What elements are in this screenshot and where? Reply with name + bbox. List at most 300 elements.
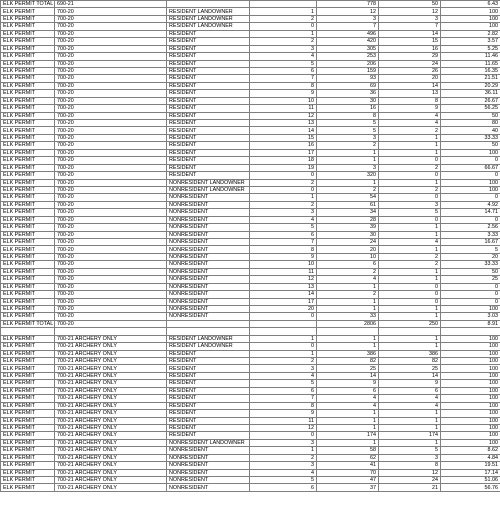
license-cell: ELK PERMIT TOTAL [1, 320, 55, 327]
hunt-code-cell: 700-20 [55, 298, 167, 305]
applicants-cell: 61 [317, 201, 379, 208]
applicants-cell: 1 [317, 179, 379, 186]
successful-cell: 21 [379, 484, 441, 491]
points-cell: 15 [250, 134, 317, 141]
table-row [1, 305, 500, 312]
successful-cell: 1 [379, 179, 441, 186]
successful-cell: 386 [379, 350, 441, 357]
successful-cell: 0 [379, 298, 441, 305]
points-cell: 6 [250, 387, 317, 394]
residency-cell: RESIDENT [167, 410, 250, 417]
residency-cell: NONRESIDENT [167, 239, 250, 246]
license-cell: ELK PERMIT [1, 30, 55, 37]
residency-cell: NONRESIDENT [167, 231, 250, 238]
license-cell: ELK PERMIT [1, 231, 55, 238]
applicants-cell: 41 [317, 462, 379, 469]
residency-cell: RESIDENT [167, 82, 250, 89]
applicants-cell: 1 [317, 439, 379, 446]
points-cell: 4 [250, 216, 317, 223]
applicants-cell: 30 [317, 231, 379, 238]
residency-cell: RESIDENT [167, 127, 250, 134]
applicants-cell: 34 [317, 209, 379, 216]
license-cell: ELK PERMIT [1, 60, 55, 67]
successful-cell: 24 [379, 477, 441, 484]
percent-cell: 20.29 [441, 82, 500, 89]
successful-cell: 1 [379, 142, 441, 149]
applicants-cell: 93 [317, 75, 379, 82]
successful-cell: 20 [379, 75, 441, 82]
percent-cell: 0 [441, 194, 500, 201]
points-cell: 12 [250, 276, 317, 283]
applicants-cell: 47 [317, 477, 379, 484]
hunt-code-cell [55, 328, 167, 335]
percent-cell: 100 [441, 402, 500, 409]
table-row [1, 454, 500, 461]
points-cell: 3 [250, 45, 317, 52]
applicants-cell: 2 [317, 186, 379, 193]
license-cell: ELK PERMIT [1, 358, 55, 365]
table-row [1, 8, 500, 15]
points-cell: 4 [250, 469, 317, 476]
residency-cell: NONRESIDENT LANDOWNER [167, 186, 250, 193]
applicants-cell: 2 [317, 142, 379, 149]
table-row [1, 142, 500, 149]
residency-cell: RESIDENT LANDOWNER [167, 335, 250, 342]
hunt-code-cell: 700-20 [55, 8, 167, 15]
table-row [1, 201, 500, 208]
applicants-cell: 24 [317, 239, 379, 246]
applicants-cell: 6 [317, 261, 379, 268]
successful-cell [379, 328, 441, 335]
percent-cell: 5 [441, 246, 500, 253]
table-row [1, 231, 500, 238]
hunt-code-cell: 700-20 [55, 90, 167, 97]
hunt-code-cell: 700-21 ARCHERY ONLY [55, 432, 167, 439]
hunt-code-cell: 700-21 ARCHERY ONLY [55, 410, 167, 417]
points-cell: 3 [250, 439, 317, 446]
successful-cell: 4 [379, 239, 441, 246]
applicants-cell: 4 [317, 395, 379, 402]
license-cell: ELK PERMIT [1, 298, 55, 305]
points-cell: 1 [250, 30, 317, 37]
hunt-code-cell: 700-20 [55, 320, 167, 327]
residency-cell: NONRESIDENT [167, 291, 250, 298]
points-cell: 11 [250, 268, 317, 275]
license-cell: ELK PERMIT [1, 53, 55, 60]
applicants-cell: 420 [317, 38, 379, 45]
points-cell: 0 [250, 313, 317, 320]
percent-cell: 50 [441, 142, 500, 149]
table-row [1, 387, 500, 394]
applicants-cell: 3 [317, 134, 379, 141]
residency-cell: NONRESIDENT LANDOWNER [167, 179, 250, 186]
applicants-cell: 16 [317, 105, 379, 112]
license-cell: ELK PERMIT [1, 164, 55, 171]
table-row [1, 164, 500, 171]
applicants-cell: 30 [317, 97, 379, 104]
license-cell: ELK PERMIT [1, 313, 55, 320]
hunt-code-cell: 700-20 [55, 23, 167, 30]
residency-cell: RESIDENT [167, 164, 250, 171]
hunt-code-cell: 700-20 [55, 149, 167, 156]
residency-cell: RESIDENT [167, 350, 250, 357]
license-cell: ELK PERMIT [1, 149, 55, 156]
hunt-code-cell: 700-21 ARCHERY ONLY [55, 387, 167, 394]
successful-cell: 3 [379, 201, 441, 208]
applicants-cell: 1 [317, 417, 379, 424]
percent-cell: 100 [441, 358, 500, 365]
successful-cell: 1 [379, 424, 441, 431]
points-cell: 19 [250, 164, 317, 171]
residency-cell: RESIDENT [167, 38, 250, 45]
points-cell: 18 [250, 157, 317, 164]
residency-cell: RESIDENT [167, 112, 250, 119]
residency-cell [167, 1, 250, 8]
license-cell: ELK PERMIT [1, 395, 55, 402]
points-cell [250, 320, 317, 327]
residency-cell: RESIDENT [167, 134, 250, 141]
residency-cell: NONRESIDENT [167, 261, 250, 268]
applicants-cell: 70 [317, 469, 379, 476]
table-row [1, 395, 500, 402]
table-row [1, 45, 500, 52]
points-cell: 2 [250, 454, 317, 461]
residency-cell: NONRESIDENT [167, 283, 250, 290]
points-cell: 17 [250, 298, 317, 305]
table-row [1, 134, 500, 141]
total-row [1, 320, 500, 327]
hunt-code-cell: 700-20 [55, 194, 167, 201]
license-cell: ELK PERMIT [1, 343, 55, 350]
table-row [1, 209, 500, 216]
percent-cell: 14.71 [441, 209, 500, 216]
license-cell: ELK PERMIT [1, 253, 55, 260]
points-cell: 7 [250, 395, 317, 402]
license-cell: ELK PERMIT [1, 216, 55, 223]
table-row [1, 60, 500, 67]
points-cell: 8 [250, 402, 317, 409]
applicants-cell: 58 [317, 447, 379, 454]
points-cell: 9 [250, 253, 317, 260]
percent-cell: 5.25 [441, 45, 500, 52]
percent-cell: 6.43 [441, 1, 500, 8]
hunt-code-cell: 700-20 [55, 67, 167, 74]
points-cell: 2 [250, 358, 317, 365]
points-cell: 10 [250, 261, 317, 268]
points-cell [250, 1, 317, 8]
license-cell: ELK PERMIT TOTAL [1, 1, 55, 8]
table-row [1, 469, 500, 476]
residency-cell: RESIDENT [167, 402, 250, 409]
applicants-cell: 1 [317, 410, 379, 417]
percent-cell: 100 [441, 179, 500, 186]
percent-cell [441, 328, 500, 335]
points-cell: 9 [250, 410, 317, 417]
table-row [1, 82, 500, 89]
points-cell: 16 [250, 142, 317, 149]
successful-cell: 12 [379, 8, 441, 15]
hunt-code-cell: 700-20 [55, 186, 167, 193]
table-row [1, 484, 500, 491]
percent-cell: 56.25 [441, 105, 500, 112]
percent-cell: 100 [441, 372, 500, 379]
hunt-code-cell: 700-20 [55, 313, 167, 320]
points-cell: 5 [250, 60, 317, 67]
points-cell: 1 [250, 335, 317, 342]
license-cell: ELK PERMIT [1, 276, 55, 283]
percent-cell: 33.33 [441, 261, 500, 268]
hunt-code-cell: 700-21 ARCHERY ONLY [55, 335, 167, 342]
table-row [1, 424, 500, 431]
table-row [1, 447, 500, 454]
license-cell: ELK PERMIT [1, 283, 55, 290]
hunt-code-cell: 700-20 [55, 216, 167, 223]
hunt-code-cell: 700-21 ARCHERY ONLY [55, 358, 167, 365]
points-cell: 0 [250, 186, 317, 193]
points-cell: 5 [250, 224, 317, 231]
residency-cell: NONRESIDENT [167, 253, 250, 260]
hunt-code-cell: 700-20 [55, 97, 167, 104]
residency-cell: RESIDENT [167, 380, 250, 387]
successful-cell: 25 [379, 365, 441, 372]
hunt-code-cell: 700-20 [55, 239, 167, 246]
percent-cell: 100 [441, 15, 500, 22]
residency-cell: NONRESIDENT [167, 447, 250, 454]
percent-cell: 100 [441, 350, 500, 357]
table-row [1, 112, 500, 119]
applicants-cell: 320 [317, 172, 379, 179]
successful-cell: 1 [379, 149, 441, 156]
points-cell: 6 [250, 484, 317, 491]
points-cell: 2 [250, 15, 317, 22]
successful-cell: 4 [379, 395, 441, 402]
table-row [1, 157, 500, 164]
percent-cell: 11.46 [441, 53, 500, 60]
percent-cell: 0 [441, 216, 500, 223]
points-cell: 12 [250, 424, 317, 431]
successful-cell: 0 [379, 172, 441, 179]
hunt-code-cell: 700-20 [55, 179, 167, 186]
hunt-code-cell: 700-20 [55, 268, 167, 275]
percent-cell: 100 [441, 439, 500, 446]
table-row [1, 350, 500, 357]
points-cell: 17 [250, 149, 317, 156]
residency-cell: RESIDENT [167, 358, 250, 365]
residency-cell: RESIDENT LANDOWNER [167, 23, 250, 30]
hunt-code-cell: 700-21 ARCHERY ONLY [55, 380, 167, 387]
percent-cell: 16.35 [441, 67, 500, 74]
points-cell: 14 [250, 127, 317, 134]
percent-cell: 100 [441, 410, 500, 417]
successful-cell: 50 [379, 1, 441, 8]
percent-cell: 80 [441, 120, 500, 127]
residency-cell: RESIDENT [167, 60, 250, 67]
successful-cell: 29 [379, 53, 441, 60]
total-row [1, 1, 500, 8]
table-row [1, 343, 500, 350]
successful-cell: 1 [379, 417, 441, 424]
applicants-cell: 1 [317, 283, 379, 290]
license-cell: ELK PERMIT [1, 90, 55, 97]
applicants-cell: 9 [317, 380, 379, 387]
license-cell: ELK PERMIT [1, 387, 55, 394]
percent-cell: 8.62 [441, 447, 500, 454]
license-cell: ELK PERMIT [1, 194, 55, 201]
table-row [1, 224, 500, 231]
percent-cell: 100 [441, 149, 500, 156]
applicants-cell: 206 [317, 60, 379, 67]
license-cell: ELK PERMIT [1, 186, 55, 193]
applicants-cell: 1 [317, 149, 379, 156]
license-cell: ELK PERMIT [1, 484, 55, 491]
hunt-code-cell: 700-21 ARCHERY ONLY [55, 424, 167, 431]
applicants-cell: 3 [317, 15, 379, 22]
percent-cell: 100 [441, 186, 500, 193]
license-cell: ELK PERMIT [1, 201, 55, 208]
residency-cell: NONRESIDENT [167, 477, 250, 484]
hunt-code-cell: 700-20 [55, 53, 167, 60]
percent-cell: 3.57 [441, 38, 500, 45]
applicants-cell: 1 [317, 298, 379, 305]
points-cell: 6 [250, 67, 317, 74]
table-row [1, 372, 500, 379]
residency-cell: RESIDENT [167, 424, 250, 431]
license-cell: ELK PERMIT [1, 23, 55, 30]
successful-cell: 8 [379, 462, 441, 469]
table-row [1, 15, 500, 22]
applicants-cell: 82 [317, 358, 379, 365]
applicants-cell: 8 [317, 112, 379, 119]
table-row [1, 179, 500, 186]
percent-cell: 51.06 [441, 477, 500, 484]
table-row [1, 149, 500, 156]
license-cell: ELK PERMIT [1, 246, 55, 253]
residency-cell: RESIDENT [167, 97, 250, 104]
license-cell: ELK PERMIT [1, 291, 55, 298]
license-cell: ELK PERMIT [1, 120, 55, 127]
license-cell: ELK PERMIT [1, 477, 55, 484]
residency-cell: RESIDENT [167, 53, 250, 60]
successful-cell: 1 [379, 276, 441, 283]
hunt-code-cell: 700-21 ARCHERY ONLY [55, 454, 167, 461]
license-cell: ELK PERMIT [1, 142, 55, 149]
points-cell: 4 [250, 372, 317, 379]
successful-cell: 4 [379, 112, 441, 119]
applicants-cell: 37 [317, 484, 379, 491]
table-row [1, 417, 500, 424]
hunt-code-cell: 700-20 [55, 105, 167, 112]
applicants-cell: 36 [317, 90, 379, 97]
points-cell: 0 [250, 23, 317, 30]
points-cell: 9 [250, 90, 317, 97]
percent-cell: 33.33 [441, 134, 500, 141]
hunt-code-cell: 700-20 [55, 201, 167, 208]
table-row [1, 239, 500, 246]
license-cell: ELK PERMIT [1, 224, 55, 231]
percent-cell: 20 [441, 253, 500, 260]
hunt-code-cell: 700-20 [55, 45, 167, 52]
applicants-cell: 496 [317, 30, 379, 37]
applicants-cell: 5 [317, 120, 379, 127]
percent-cell: 2.82 [441, 30, 500, 37]
license-cell: ELK PERMIT [1, 454, 55, 461]
successful-cell: 4 [379, 402, 441, 409]
residency-cell: NONRESIDENT [167, 298, 250, 305]
successful-cell: 15 [379, 38, 441, 45]
successful-cell: 14 [379, 372, 441, 379]
hunt-code-cell: 700-20 [55, 261, 167, 268]
residency-cell: RESIDENT [167, 149, 250, 156]
successful-cell: 16 [379, 45, 441, 52]
percent-cell: 0 [441, 172, 500, 179]
applicants-cell: 253 [317, 53, 379, 60]
applicants-cell: 54 [317, 194, 379, 201]
successful-cell: 5 [379, 209, 441, 216]
percent-cell: 16.67 [441, 239, 500, 246]
applicants-cell: 62 [317, 454, 379, 461]
table-row [1, 105, 500, 112]
hunt-code-cell: 700-20 [55, 253, 167, 260]
successful-cell: 1 [379, 305, 441, 312]
residency-cell: NONRESIDENT [167, 201, 250, 208]
percent-cell: 4.84 [441, 454, 500, 461]
applicants-cell: 3 [317, 164, 379, 171]
residency-cell: NONRESIDENT LANDOWNER [167, 439, 250, 446]
table-row [1, 97, 500, 104]
successful-cell: 1 [379, 313, 441, 320]
residency-cell: NONRESIDENT [167, 276, 250, 283]
license-cell: ELK PERMIT [1, 402, 55, 409]
percent-cell: 2.56 [441, 224, 500, 231]
table-row [1, 23, 500, 30]
applicants-cell: 1 [317, 343, 379, 350]
successful-cell: 26 [379, 67, 441, 74]
license-cell: ELK PERMIT [1, 105, 55, 112]
residency-cell: NONRESIDENT [167, 462, 250, 469]
percent-cell: 50 [441, 268, 500, 275]
license-cell: ELK PERMIT [1, 350, 55, 357]
applicants-cell: 14 [317, 372, 379, 379]
percent-cell: 66.67 [441, 164, 500, 171]
table-row [1, 90, 500, 97]
table-row [1, 365, 500, 372]
table-row [1, 283, 500, 290]
successful-cell: 14 [379, 82, 441, 89]
percent-cell: 26.67 [441, 97, 500, 104]
successful-cell: 1 [379, 268, 441, 275]
successful-cell: 0 [379, 157, 441, 164]
successful-cell: 2 [379, 253, 441, 260]
license-cell: ELK PERMIT [1, 410, 55, 417]
hunt-code-cell: 700-20 [55, 209, 167, 216]
hunt-code-cell: 700-20 [55, 60, 167, 67]
percent-cell: 8.91 [441, 320, 500, 327]
percent-cell: 3.33 [441, 231, 500, 238]
table-row [1, 38, 500, 45]
applicants-cell: 2 [317, 291, 379, 298]
points-cell: 10 [250, 97, 317, 104]
points-cell: 1 [250, 194, 317, 201]
hunt-code-cell: 700-21 ARCHERY ONLY [55, 372, 167, 379]
residency-cell: NONRESIDENT [167, 216, 250, 223]
table-row [1, 276, 500, 283]
license-cell: ELK PERMIT [1, 209, 55, 216]
percent-cell: 100 [441, 380, 500, 387]
license-cell: ELK PERMIT [1, 157, 55, 164]
successful-cell: 2 [379, 261, 441, 268]
percent-cell: 3.03 [441, 313, 500, 320]
hunt-code-cell: 700-21 ARCHERY ONLY [55, 402, 167, 409]
